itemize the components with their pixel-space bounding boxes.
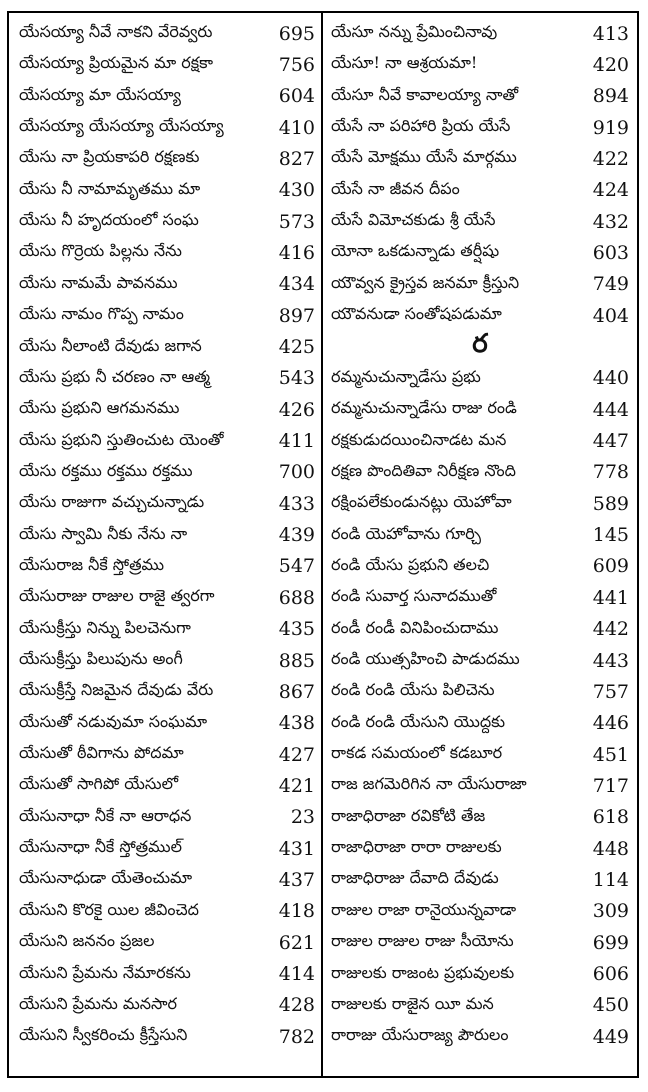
song-number: 414 (278, 963, 315, 985)
song-number: 827 (278, 147, 315, 170)
song-number: 778 (592, 461, 629, 484)
song-title: యేసే నా జీవన దీపం (331, 178, 460, 198)
song-title: రాజాధిరాజు దేవాది దేవుడు (331, 868, 499, 888)
song-number: 885 (278, 649, 315, 672)
song-title: రారాజు యేసురాజ్య పౌరులం (331, 1025, 509, 1045)
song-title: యౌవ్వన క్రైస్తవ జనమా క్రీస్తుని (331, 272, 520, 292)
index-row (323, 990, 637, 1021)
index-row (9, 990, 321, 1021)
index-row (9, 112, 321, 143)
song-number: 23 (290, 806, 315, 829)
song-number: 435 (278, 618, 315, 641)
song-title: యేసు నా ప్రియకాపరి రక్షణకు (19, 147, 200, 167)
index-row (9, 269, 321, 300)
song-title: రక్షింపలేకుండునట్లు యెహోవా (331, 492, 512, 512)
index-row (9, 739, 321, 770)
index-row (323, 645, 637, 676)
song-number: 448 (592, 837, 629, 860)
song-title: యోనా ఒకడున్నాడు తర్షీషు (331, 241, 500, 261)
song-title: యేసుతో సాగిపో యేసులో (19, 774, 179, 794)
song-number: 425 (278, 336, 315, 358)
song-title: యేసు నీ హృదయంలో సంఘ (19, 210, 199, 230)
index-row (323, 708, 637, 739)
song-number: 424 (592, 179, 629, 202)
index-row (323, 18, 637, 49)
song-title: యేసు రక్తము రక్తము రక్తము (19, 460, 193, 480)
song-number: 309 (592, 900, 629, 923)
song-number: 688 (278, 586, 315, 609)
song-title: యేసే మోక్షము యేసే మార్గము (331, 147, 517, 167)
index-row (323, 363, 637, 394)
song-number: 699 (592, 931, 629, 954)
index-row (9, 49, 321, 80)
index-row (323, 959, 637, 990)
song-number: 443 (592, 649, 629, 672)
index-row (323, 896, 637, 927)
index-row (323, 676, 637, 707)
song-title: రాజుల రాజుల రాజు సీయోను (331, 931, 514, 951)
song-number: 700 (278, 461, 315, 484)
song-number: 609 (592, 555, 629, 578)
song-number: 428 (278, 994, 315, 1017)
song-title: రమ్మనుచున్నాడేసు రాజు రండి (331, 398, 517, 418)
song-number: 410 (278, 116, 315, 139)
song-number: 543 (278, 367, 315, 390)
song-number: 430 (278, 179, 315, 202)
song-title: యేసయ్యా యేసయ్యా యేసయ్యా (19, 116, 224, 136)
song-title: రాజాధిరాజా రారా రాజులకు (331, 837, 502, 857)
song-title: యేసు ప్రభుని స్తుతించుట యెంతో (19, 429, 224, 449)
index-row (323, 488, 637, 519)
song-title: రాజులకు రాజైన యీ మన (331, 993, 494, 1013)
index-row (323, 426, 637, 457)
song-title: రండి యెహోవాను గూర్చి (331, 523, 481, 543)
index-row (9, 551, 321, 582)
song-title: రండీ రండీ వినిపించుదాము (331, 617, 499, 637)
index-row (323, 269, 637, 300)
song-title: యేసుని ప్రేమను మనసార (19, 993, 177, 1013)
right-column (323, 13, 637, 1076)
song-title: యేసుతో నడువుమా సంఘమా (19, 711, 208, 731)
song-title: యేసుని జననం ప్రజల (19, 931, 155, 951)
song-title: యేసు నీలాంటి దేవుడు జగాన (19, 335, 202, 355)
index-row (9, 237, 321, 268)
index-row (9, 81, 321, 112)
song-title: యేసు గొర్రెయ పిల్లను నేను (19, 241, 182, 261)
song-title: యేసుక్రీస్తు నిన్ను పిలచెనుగా (19, 617, 191, 637)
song-number: 782 (278, 1025, 315, 1048)
song-title: రాకడ సమయంలో కడబూర (331, 743, 503, 763)
index-row (323, 300, 637, 331)
song-title: రండి సువార్త సునాదముతో (331, 586, 497, 606)
song-title: రండి రండి యేసుని యొద్దకు (331, 711, 506, 731)
index-row (323, 770, 637, 801)
song-number: 437 (278, 868, 315, 891)
song-title: యౌవనుడా సంతోషపడుమా (331, 304, 502, 324)
song-number: 757 (592, 680, 629, 703)
index-row (323, 551, 637, 582)
index-row (323, 143, 637, 174)
song-number: 573 (278, 210, 315, 233)
song-number: 446 (592, 712, 629, 735)
song-number: 894 (592, 85, 629, 108)
song-number: 434 (278, 273, 315, 296)
song-title: యేసు స్వామి నీకు నేను నా (19, 523, 188, 543)
song-number: 438 (278, 712, 315, 735)
song-number: 756 (278, 53, 315, 76)
song-title: యేసూ నన్ను ప్రేమించినావు (331, 22, 498, 41)
index-row (323, 520, 637, 551)
song-title: యేసే నా పరిహారి ప్రియ యేసే (331, 116, 511, 136)
index-row (9, 927, 321, 958)
song-title: యేసయ్యా నీవే నాకని వేరెవ్వరు (19, 22, 213, 41)
song-number: 431 (278, 837, 315, 860)
song-title: యేసునాధా నీకే స్తోత్రముల్ (19, 837, 182, 857)
song-title: రాజుల రాజా రానైయున్నవాడా (331, 899, 517, 919)
song-number: 606 (592, 963, 629, 985)
song-number: 604 (278, 85, 315, 108)
index-row (323, 112, 637, 143)
song-title: యేసుని ప్రేమను నేమారకను (19, 962, 191, 982)
index-row (9, 206, 321, 237)
index-row (9, 175, 321, 206)
section-letter-heading: ర (472, 329, 488, 359)
song-title: యేసు నామమే పావనము (19, 272, 178, 292)
song-title: యేసుని కొరకై యిల జీవించెద (19, 899, 199, 919)
song-number: 447 (592, 430, 629, 453)
index-row (9, 708, 321, 739)
song-title: రక్షణ పొందితివా నిరీక్షణ నొంది (331, 460, 516, 480)
song-number: 426 (278, 398, 315, 421)
song-number: 449 (592, 1025, 629, 1048)
song-number: 897 (278, 304, 315, 327)
song-number: 440 (592, 367, 629, 390)
song-title: యేసూ నీవే కావాలయ్యా నాతో (331, 84, 519, 104)
song-number: 432 (592, 210, 629, 233)
song-number: 450 (592, 994, 629, 1017)
index-row (9, 457, 321, 488)
song-number: 695 (278, 22, 315, 45)
song-number: 589 (592, 492, 629, 515)
index-row (323, 582, 637, 613)
index-row (323, 394, 637, 425)
song-title: యేసురాజు రాజుల రాజై త్వరగా (19, 586, 215, 606)
index-row (323, 49, 637, 80)
song-number: 547 (278, 555, 315, 578)
song-title: యేసునాధా నీకే నా ఆరాధన (19, 805, 192, 825)
song-title: యేసుక్రీస్తు పిలుపును అంగీ (19, 649, 183, 668)
index-row (9, 770, 321, 801)
song-number: 427 (278, 743, 315, 766)
song-title: రాజులకు రాజంట ప్రభువులకు (331, 962, 515, 982)
index-row (9, 676, 321, 707)
song-number: 439 (278, 524, 315, 547)
song-title: యేసుతో ఠీవిగాను పోదమా (19, 743, 184, 763)
index-row (323, 1021, 637, 1052)
index-row (323, 864, 637, 895)
index-row (9, 864, 321, 895)
song-title: యేసుని స్వీకరించు క్రీస్తేసుని (19, 1025, 188, 1045)
index-row (323, 739, 637, 770)
song-title: రండి యుత్సహించి పాడుదము (331, 649, 520, 668)
index-row (323, 206, 637, 237)
song-number: 441 (592, 586, 629, 609)
index-row (9, 488, 321, 519)
song-number: 422 (592, 147, 629, 170)
song-index-table (7, 11, 639, 1078)
song-number: 749 (592, 273, 629, 296)
song-title: యేసే విమోచకుడు శ్రీ యేసే (331, 210, 496, 230)
song-title: రండి యేసు ప్రభుని తలచి (331, 554, 490, 574)
song-title: యేసు ప్రభుని ఆగమనము (19, 398, 180, 418)
song-title: యేసు ప్రభు నీ చరణం నా ఆత్మ (19, 366, 211, 386)
index-row (9, 582, 321, 613)
index-row (323, 237, 637, 268)
song-number: 618 (592, 806, 629, 829)
song-number: 416 (278, 241, 315, 264)
index-row (323, 614, 637, 645)
song-number: 433 (278, 492, 315, 515)
index-row (9, 833, 321, 864)
index-row (9, 300, 321, 331)
index-row (9, 1021, 321, 1052)
index-row (323, 927, 637, 958)
song-title: యేసునాధుడా యేతెంచుమా (19, 868, 193, 888)
song-number: 444 (592, 398, 629, 421)
index-row (323, 833, 637, 864)
left-column (9, 13, 323, 1076)
song-number: 114 (592, 868, 629, 891)
song-title: యేసు రాజుగా వచ్చుచున్నాడు (19, 492, 205, 512)
song-title: రండి రండి యేసు పిలిచెను (331, 680, 495, 700)
index-row (9, 18, 321, 49)
song-number: 919 (592, 116, 629, 139)
index-row (323, 802, 637, 833)
song-title: యేసు నామం గొప్ప నామం (19, 304, 184, 324)
song-number: 411 (278, 430, 315, 453)
index-row (9, 896, 321, 927)
song-number: 621 (278, 931, 315, 954)
index-row (323, 81, 637, 112)
song-number: 442 (592, 618, 629, 641)
index-row (9, 645, 321, 676)
index-row (9, 802, 321, 833)
song-number: 420 (592, 53, 629, 76)
song-title: యేసయ్యా మా యేసయ్యా (19, 84, 181, 104)
song-number: 421 (278, 774, 315, 797)
song-number: 717 (592, 774, 629, 797)
song-title: రాజాధిరాజా రవికోటి తేజ (331, 805, 486, 825)
index-row (9, 143, 321, 174)
song-number: 145 (592, 524, 629, 547)
song-number: 603 (592, 241, 629, 264)
song-title: యేసుక్రీస్తే నిజమైన దేవుడు వేరు (19, 680, 214, 700)
song-title: యేసు నీ నామామృతము మా (19, 178, 201, 198)
song-title: రాజ జగమెరిగిన నా యేసురాజా (331, 774, 527, 794)
index-row (9, 394, 321, 425)
index-row (9, 332, 321, 363)
index-row (323, 457, 637, 488)
index-row (9, 614, 321, 645)
song-title: యేసయ్యా ప్రియమైన మా రక్షకా (19, 53, 213, 73)
song-number: 451 (592, 743, 629, 766)
song-title: యేసురాజ నీకే స్తోత్రము (19, 554, 164, 574)
index-row (9, 959, 321, 990)
song-number: 867 (278, 680, 315, 703)
song-title: యేసూ! నా ఆశ్రయమా! (331, 53, 478, 73)
song-number: 413 (592, 22, 629, 45)
song-title: రమ్మనుచున్నాడేసు ప్రభు (331, 366, 481, 386)
index-row (9, 426, 321, 457)
song-number: 404 (592, 304, 629, 327)
song-number: 418 (278, 900, 315, 923)
index-row (9, 520, 321, 551)
index-row (9, 363, 321, 394)
song-title: రక్షకుడుదయించినాడట మన (331, 429, 507, 449)
index-row (323, 175, 637, 206)
